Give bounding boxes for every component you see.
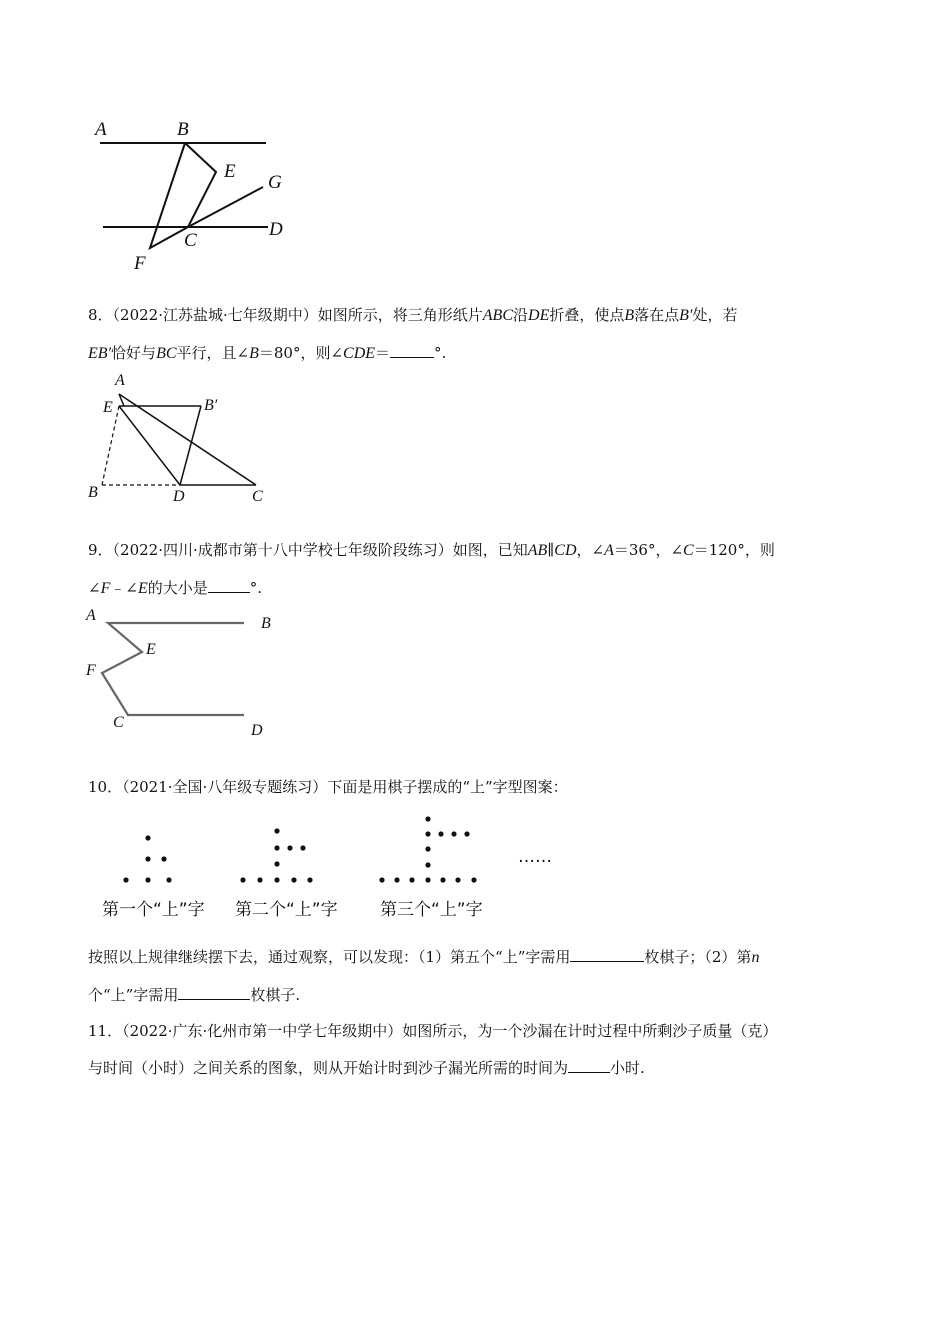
label-d: D: [251, 722, 263, 739]
dot: [464, 831, 469, 836]
dot: [274, 877, 279, 882]
q11-answer-blank[interactable]: [568, 1058, 610, 1073]
figure-q7: [88, 115, 308, 275]
q8-source: （2022·江苏盐城·七年级期中）: [112, 306, 318, 324]
pattern-2: [240, 828, 312, 882]
dot: [274, 861, 279, 866]
label-d: D: [269, 219, 283, 240]
q9-var: F: [100, 580, 111, 597]
label-b-prime: B′: [204, 397, 218, 414]
dot: [257, 877, 262, 882]
q10-line2: [88, 947, 759, 968]
q9-source: （2022·四川·成都市第十八中学校七年级阶段练习）: [112, 541, 453, 559]
dot: [471, 877, 476, 882]
label-f: F: [86, 662, 96, 679]
dot: [440, 877, 445, 882]
figure-q8-svg: [88, 370, 278, 505]
dot: [451, 831, 456, 836]
dash-eb: [102, 406, 119, 485]
figure-q9: [84, 605, 284, 740]
q8-line2: [88, 343, 446, 364]
dot: [123, 877, 128, 882]
q10-num: 10．: [88, 778, 123, 796]
dot: [425, 877, 430, 882]
q10-answer-blank-1[interactable]: [570, 947, 644, 962]
dot: [291, 877, 296, 882]
dot: [425, 862, 430, 867]
dot: [274, 845, 279, 850]
dot: [425, 846, 430, 851]
q9-text: ，∠: [576, 541, 605, 559]
q8-text: 平行，且∠: [176, 344, 250, 362]
dot: [274, 828, 279, 833]
dot: [394, 877, 399, 882]
q8-text: 折叠，使点: [549, 306, 625, 324]
dot: [161, 856, 166, 861]
label-a: A: [95, 119, 107, 140]
label-f: F: [134, 253, 146, 274]
q9-var: E: [137, 580, 148, 597]
q10-line3: [88, 985, 300, 1005]
label-g: G: [268, 172, 282, 193]
label-e: E: [146, 641, 156, 658]
q8-text: ＝: [375, 344, 391, 362]
caption-1: 第一个“上”字: [102, 900, 205, 920]
pattern-3: [379, 816, 476, 882]
dot: [438, 831, 443, 836]
q8-text: 恰好与: [111, 344, 157, 362]
q10-source: （2021·全国·八年级专题练习）: [122, 778, 328, 796]
q8-text: 沿: [513, 306, 529, 324]
q9-var: C: [683, 542, 694, 559]
dot: [287, 845, 292, 850]
q8-var: B: [624, 307, 635, 324]
q9-text: °.: [249, 579, 263, 597]
q10-answer-blank-2[interactable]: [178, 985, 250, 1000]
q8-text: 落在点: [634, 306, 680, 324]
figure-q10: [90, 815, 570, 925]
q9-text: 的大小是: [147, 579, 208, 597]
figure-q10-svg: [90, 815, 570, 925]
dot: [307, 877, 312, 882]
q10-text: 个“上”字需用: [88, 986, 179, 1004]
q8-text: 如图所示，将三角形纸片: [317, 306, 483, 324]
q8-var: BC: [156, 345, 177, 362]
q9-line1: [88, 540, 775, 561]
label-c: C: [184, 230, 197, 251]
figure-q9-svg: [84, 605, 284, 740]
label-b: B: [88, 484, 98, 501]
q9-text: 如图，已知: [452, 541, 528, 559]
q10-text: 枚棋子.: [250, 986, 301, 1004]
dot: [240, 877, 245, 882]
q8-num: 8．: [88, 306, 113, 324]
q10-text: 按照以上规律继续摆下去，通过观察，可以发现：（1）第五个“上”字需用: [88, 948, 571, 966]
q11-line1: [88, 1021, 777, 1041]
q8-text: °.: [434, 344, 447, 362]
dot: [145, 877, 150, 882]
line-bfe: [150, 143, 216, 248]
dot: [425, 816, 430, 821]
q10-line1: [88, 777, 568, 797]
dot: [166, 877, 171, 882]
q8-line1: [88, 305, 737, 326]
q9-var: AB: [527, 542, 548, 559]
q8-var: DE: [528, 307, 550, 324]
q8-text: ＝80°，则∠: [258, 344, 344, 362]
path-abefcd: [102, 623, 244, 715]
label-b: B: [261, 615, 271, 632]
label-a: A: [115, 372, 125, 389]
caption-3: 第三个“上”字: [380, 900, 483, 920]
q9-var: A: [604, 542, 614, 559]
dot: [300, 845, 305, 850]
q9-text: ∥: [547, 541, 555, 559]
dot: [145, 856, 150, 861]
label-c: C: [252, 488, 263, 505]
q9-text: ＝120°，则: [693, 541, 775, 559]
q8-var: EB′: [88, 345, 112, 362]
q11-source: （2022·广东·化州市第一中学七年级期中）: [122, 1022, 403, 1040]
label-a: A: [86, 607, 96, 624]
q9-answer-blank[interactable]: [208, 578, 250, 593]
q9-line2: [88, 578, 262, 599]
ellipsis: ……: [518, 847, 552, 867]
label-e: E: [103, 399, 113, 416]
q8-var: B: [249, 345, 259, 362]
dot: [455, 877, 460, 882]
caption-2: 第二个“上”字: [235, 900, 338, 920]
dot: [145, 835, 150, 840]
label-b: B: [177, 119, 189, 140]
q9-text: ﹣∠: [110, 579, 138, 597]
q10-text: 枚棋子；（2）第: [644, 948, 752, 966]
label-e: E: [224, 161, 236, 182]
q8-var: ABC: [482, 307, 513, 324]
q9-var: CD: [554, 542, 577, 559]
dot: [409, 877, 414, 882]
q10-text: 下面是用棋子摆成的“上”字型图案：: [327, 778, 568, 796]
q8-var: B′: [679, 307, 693, 324]
q11-text: 小时.: [610, 1059, 645, 1077]
fold-ed: [119, 406, 180, 485]
side-ac: [119, 394, 256, 485]
q8-var: CDE: [343, 345, 376, 362]
q8-text: 处，若: [692, 306, 738, 324]
dot: [379, 877, 384, 882]
pattern-1: [123, 835, 171, 882]
figure-q7-svg: [88, 115, 308, 275]
q11-text: 如图所示，为一个沙漏在计时过程中所剩沙子质量（克）: [402, 1022, 778, 1040]
q11-text: 与时间（小时）之间关系的图象，则从开始计时到沙子漏光所需的时间为: [88, 1059, 569, 1077]
q9-num: 9．: [88, 541, 113, 559]
figure-q8: [88, 370, 278, 505]
label-c: C: [113, 714, 124, 731]
q11-num: 11．: [88, 1022, 123, 1040]
q10-var: n: [751, 949, 760, 966]
q9-text: ＝36°，∠: [613, 541, 684, 559]
q11-line2: [88, 1058, 645, 1078]
label-d: D: [173, 488, 185, 505]
q9-text: ∠: [88, 579, 101, 597]
q8-answer-blank[interactable]: [390, 343, 434, 358]
dot: [425, 831, 430, 836]
